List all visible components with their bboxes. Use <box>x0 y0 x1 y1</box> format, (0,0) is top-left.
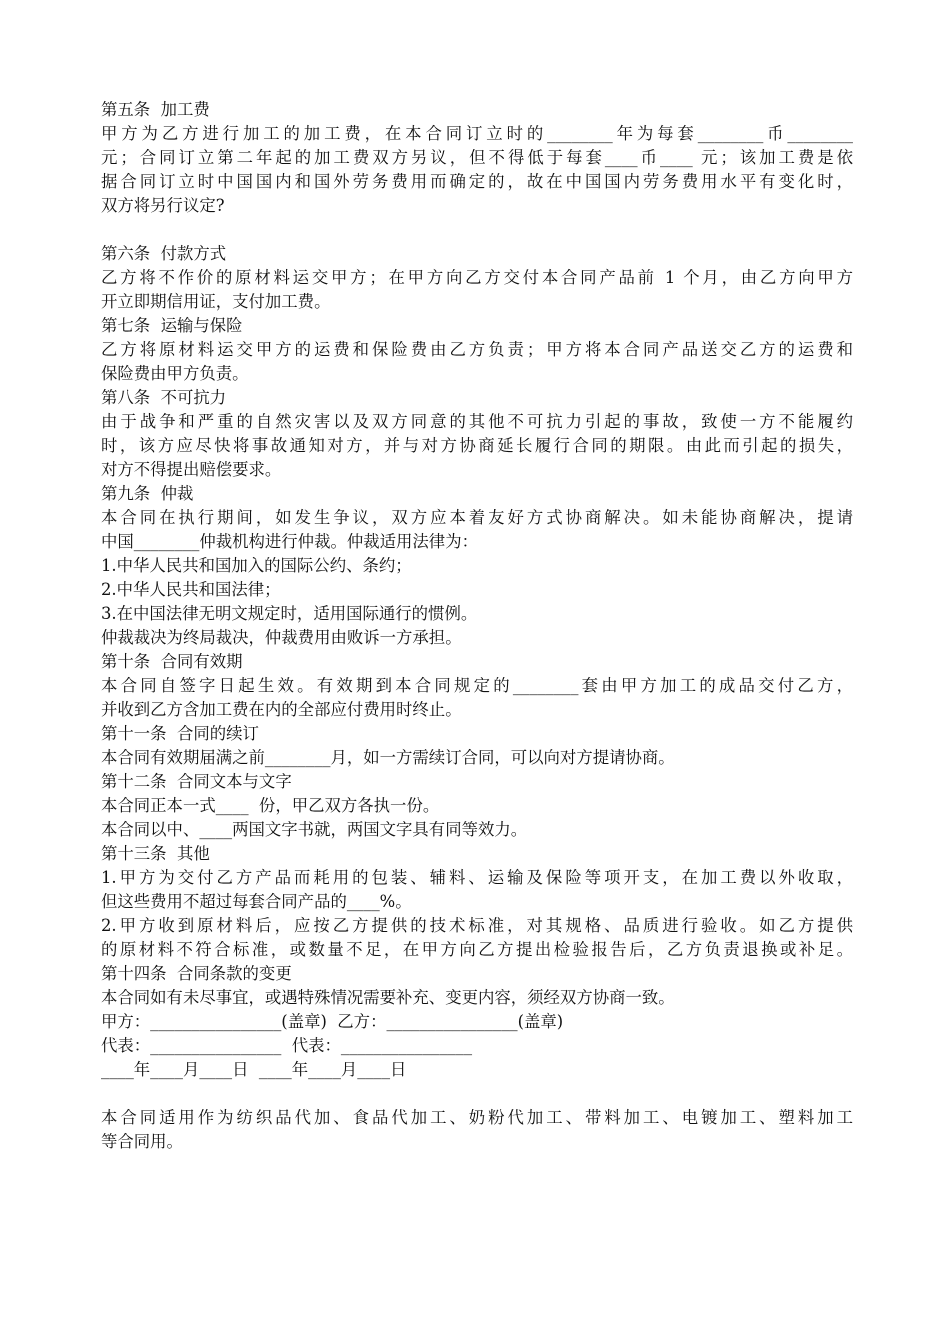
article-5-text-line: 据合同订立时中国国内和国外劳务费用而确定的，故在中国国内劳务费用水平有变化时， <box>101 172 853 191</box>
article-6-text-line: 乙方将不作价的原材料运交甲方；在甲方向乙方交付本合同产品前 1 个月，由乙方向甲方 <box>101 268 853 287</box>
article-13-text-line: 1.甲方为交付乙方产品而耗用的包装、辅料、运输及保险等项开支，在加工费以外收取， <box>101 868 853 887</box>
blank-line <box>101 1082 853 1106</box>
signature-party-line: 甲方：________________(盖章) 乙方：________________(盖章) <box>101 1012 564 1031</box>
article-8-text-line: 时，该方应尽快将事故通知对方，并与对方协商延长履行合同的期限。由此而引起的损失， <box>101 436 853 455</box>
article-10-heading: 第十条 合同有效期 <box>101 652 243 671</box>
article-9-heading: 第九条 仲裁 <box>101 484 194 503</box>
article-6-heading: 第六条 付款方式 <box>101 244 227 263</box>
signature-date-line: ____年____月____日 ____年____月____日 <box>101 1060 407 1079</box>
article-14-heading: 第十四条 合同条款的变更 <box>101 964 292 983</box>
article-13-text-line: 的原材料不符合标准，或数量不足，在甲方向乙方提出检验报告后，乙方负责退换或补足。 <box>101 940 853 959</box>
article-13-text-line: 2.甲方收到原材料后，应按乙方提供的技术标准，对其规格、品质进行验收。如乙方提供 <box>101 916 853 935</box>
article-8-text-line: 对方不得提出赔偿要求。 <box>101 460 282 479</box>
blank-line <box>101 218 853 242</box>
signature-representative-line: 代表：________________ 代表：________________ <box>101 1036 473 1055</box>
article-12-heading: 第十二条 合同文本与文字 <box>101 772 292 791</box>
article-6-text-line: 开立即期信用证，支付加工费。 <box>101 292 331 311</box>
article-12-text-line: 本合同正本一式____ 份，甲乙双方各执一份。 <box>101 796 440 815</box>
article-8-text-line: 由于战争和严重的自然灾害以及双方同意的其他不可抗力引起的事故，致使一方不能履约 <box>101 412 853 431</box>
article-9-text-line: 本合同在执行期间，如发生争议，双方应本着友好方式协商解决。如未能协商解决，提请 <box>101 508 853 527</box>
article-11-text-line: 本合同有效期届满之前________月，如一方需续订合同，可以向对方提请协商。 <box>101 748 675 767</box>
article-13-heading: 第十三条 其他 <box>101 844 210 863</box>
article-5-heading: 第五条 加工费 <box>101 100 210 119</box>
applicability-note-line: 本合同适用作为纺织品代加、食品代加工、奶粉代加工、带料加工、电镀加工、塑料加工 <box>101 1108 853 1127</box>
article-10-text-line: 并收到乙方含加工费在内的全部应付费用时终止。 <box>101 700 462 719</box>
article-11-heading: 第十一条 合同的续订 <box>101 724 259 743</box>
article-9-list-item: 3.在中国法律无明文规定时，适用国际通行的惯例。 <box>101 604 478 623</box>
article-7-text-line: 乙方将原材料运交甲方的运费和保险费由乙方负责；甲方将本合同产品送交乙方的运费和 <box>101 340 853 359</box>
article-12-text-line: 本合同以中、____两国文字书就，两国文字具有同等效力。 <box>101 820 528 839</box>
article-5-text-line: 双方将另行议定? <box>101 196 225 215</box>
article-9-list-item: 2.中华人民共和国法律； <box>101 580 281 599</box>
applicability-note-line: 等合同用。 <box>101 1132 183 1151</box>
article-8-heading: 第八条 不可抗力 <box>101 388 227 407</box>
article-10-text-line: 本合同自签字日起生效。有效期到本合同规定的________套由甲方加工的成品交付乙方， <box>101 676 853 695</box>
article-7-text-line: 保险费由甲方负责。 <box>101 364 249 383</box>
article-13-text-line: 但这些费用不超过每套合同产品的____%。 <box>101 892 412 911</box>
contract-document <box>101 98 853 1154</box>
article-14-text-line: 本合同如有未尽事宜，或遇特殊情况需要补充、变更内容，须经双方协商一致。 <box>101 988 675 1007</box>
article-9-text-line: 中国________仲裁机构进行仲裁。仲裁适用法律为： <box>101 532 478 551</box>
article-5-text-line: 元；合同订立第二年起的加工费双方另议，但不得低于每套____币____ 元；该加工费是依 <box>101 148 853 167</box>
article-9-list-item: 1.中华人民共和国加入的国际公约、条约； <box>101 556 412 575</box>
article-9-text-line: 仲裁裁决为终局裁决，仲裁费用由败诉一方承担。 <box>101 628 462 647</box>
article-7-heading: 第七条 运输与保险 <box>101 316 243 335</box>
article-5-text-line: 甲方为乙方进行加工的加工费，在本合同订立时的________年为每套________币________ <box>101 124 853 143</box>
